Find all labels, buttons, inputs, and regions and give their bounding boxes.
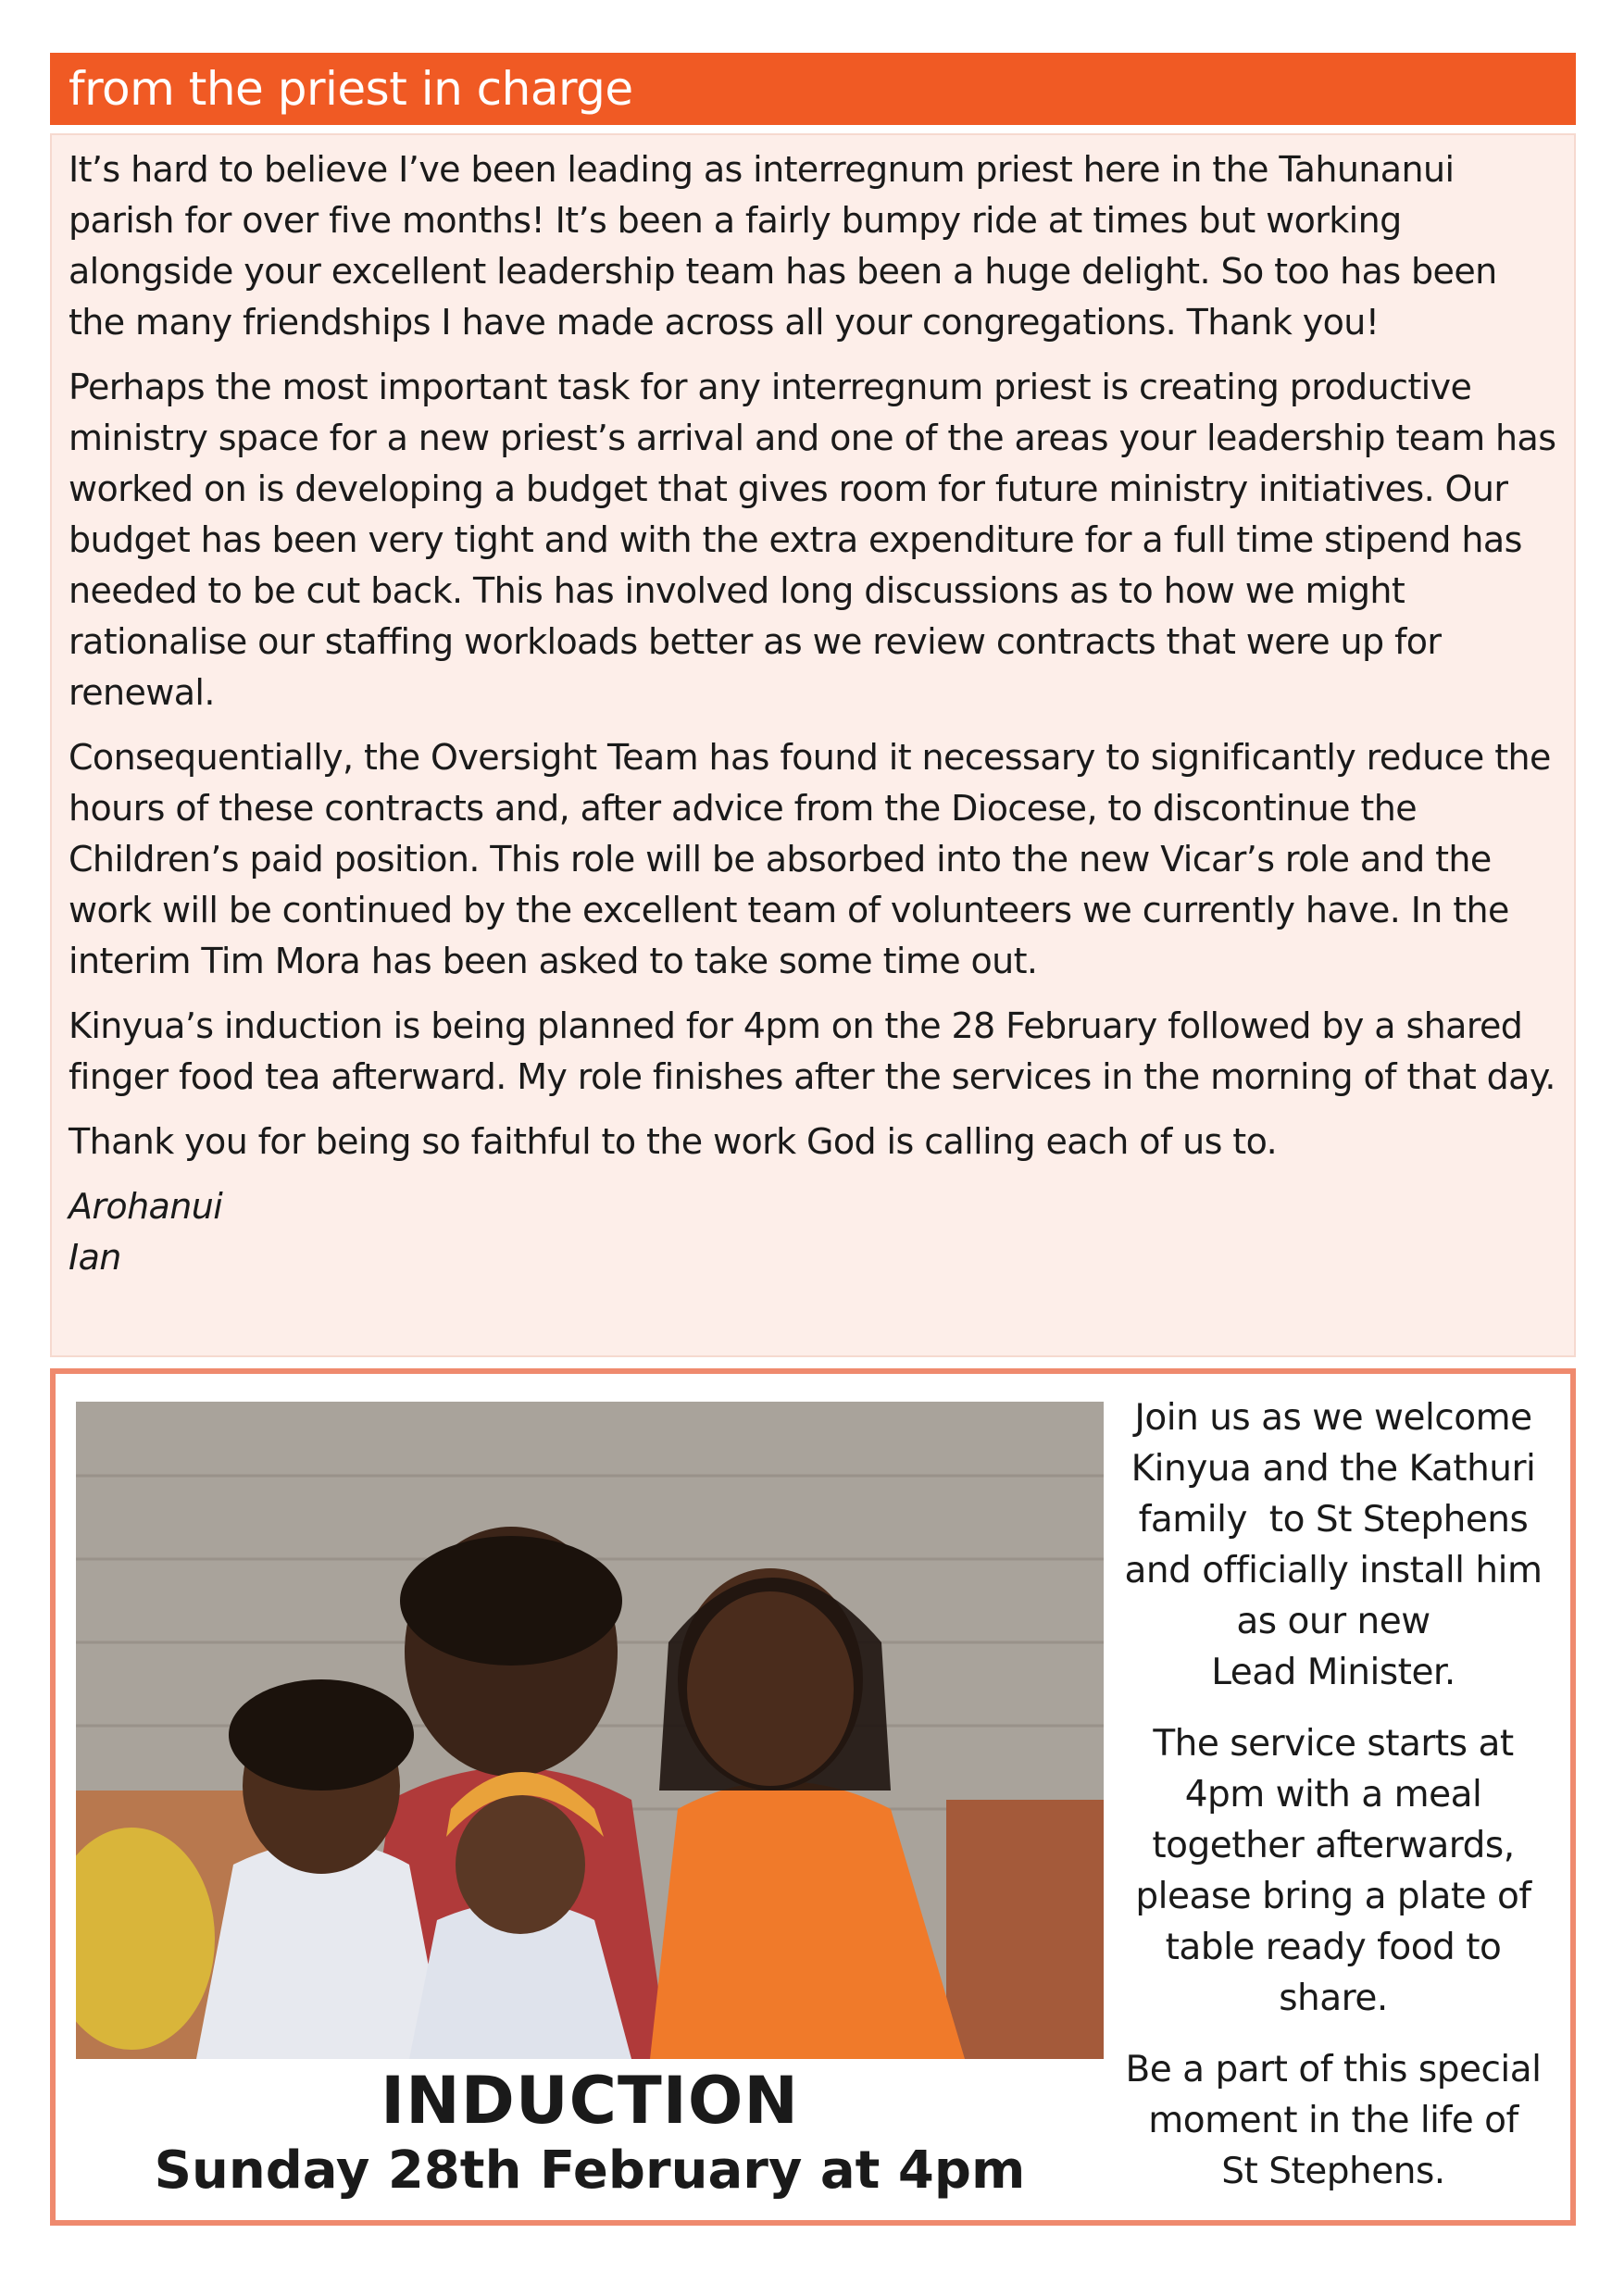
welcome-line: Join us as we welcome (1134, 1397, 1532, 1439)
letter-paragraph-5: Thank you for being so faithful to the work God is calling each of us to. (69, 1121, 1278, 1162)
letter-paragraph-3: Consequentially, the Oversight Team has found it necessary to significantly reduce the hours of these contracts and, after advice from the Diocese, to discontinue the Children’s paid position. This role will be absorbed into the new Vicar’s role and the work will be continued by the excellent team of volunteers we currently have. In the interim Tim Mora has been asked to take some time out. (69, 737, 1551, 981)
letter-paragraph-1: It’s hard to believe I’ve been leading as interregnum priest here in the Tahunanui parish for over five months! It’s been a fairly bumpy ride at times but working alongside your excellent leadership team has been a huge delight. So too has been the many friendships I have made across all your congregations. Thank you! (69, 149, 1497, 343)
letter-signature: Ian (69, 1237, 121, 1278)
letter-box (50, 133, 1576, 1357)
event-details (1113, 1392, 1554, 2217)
welcome-line: and officially install him (1124, 1550, 1543, 1591)
family-photo (76, 1402, 1104, 2059)
welcome-line: Lead Minister. (1211, 1652, 1455, 1693)
section-header: from the priest in charge (50, 53, 1576, 125)
induction-date: Sunday 28th February at 4pm (154, 2140, 1026, 2201)
induction-title: INDUCTION (381, 2063, 799, 2139)
service-line: please bring a plate of (1135, 1876, 1531, 1917)
letter-paragraph-2: Perhaps the most important task for any interregnum priest is creating productive ministry space for a new priest’s arrival and one of the areas your leadership team has worked on is developing a budget that gives room for future ministry initiatives. Our budget has been very tight and with the extra expenditure for a full time stipend has needed to be cut back. This has involved long discussions as to how we might rationalise our staffing workloads better as we review contracts that were up for renewal. (69, 367, 1556, 713)
service-line: table ready food to (1165, 1927, 1502, 1968)
closing-line: moment in the life of (1148, 2100, 1518, 2141)
closing-line: Be a part of this special (1125, 2049, 1542, 2090)
service-line: The service starts at (1153, 1723, 1514, 1765)
welcome-line: Kinyua and the Kathuri (1131, 1448, 1536, 1490)
letter-paragraph-4: Kinyua’s induction is being planned for 4pm on the 28 February followed by a shared finger food tea afterward. My role finishes after the services in the morning of that day. (69, 1005, 1555, 1097)
welcome-text (1113, 1392, 1554, 1698)
service-line: together afterwards, (1152, 1825, 1515, 1866)
service-text (1113, 1718, 1554, 2024)
service-line: 4pm with a meal (1184, 1774, 1482, 1816)
closing-text (1113, 2044, 1554, 2197)
welcome-line: as our new (1236, 1601, 1430, 1642)
service-line: share. (1279, 1978, 1388, 2019)
welcome-line: family to St Stephens (1138, 1499, 1529, 1541)
induction-notice (50, 1368, 1576, 2226)
family-photo-illustration (76, 1402, 1104, 2059)
closing-line: St Stephens. (1221, 2151, 1445, 2192)
letter-closing: Arohanui (69, 1186, 223, 1227)
